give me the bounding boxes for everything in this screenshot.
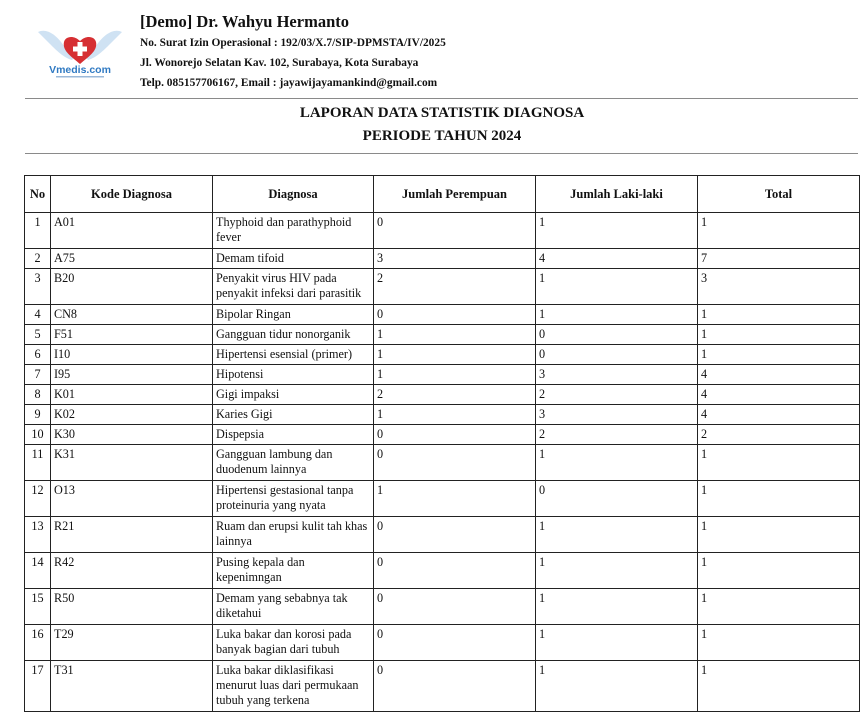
cell-diagnosa: Bipolar Ringan bbox=[213, 305, 374, 325]
table-row bbox=[25, 661, 860, 712]
table-row bbox=[25, 269, 860, 305]
heart-cross-hands-icon bbox=[36, 24, 124, 80]
cell-kode: CN8 bbox=[51, 305, 213, 325]
cell-no: 4 bbox=[25, 305, 51, 325]
cell-perempuan: 0 bbox=[374, 425, 536, 445]
table-row bbox=[25, 425, 860, 445]
cell-no: 3 bbox=[25, 269, 51, 305]
cell-kode: R42 bbox=[51, 553, 213, 589]
cell-total: 3 bbox=[698, 269, 860, 305]
cell-diagnosa: Hipotensi bbox=[213, 365, 374, 385]
cell-total: 1 bbox=[698, 589, 860, 625]
col-header-diagnosa: Diagnosa bbox=[213, 176, 374, 213]
col-header-perempuan: Jumlah Perempuan bbox=[374, 176, 536, 213]
cell-diagnosa: Gangguan tidur nonorganik bbox=[213, 325, 374, 345]
table-row bbox=[25, 445, 860, 481]
cell-laki: 3 bbox=[536, 365, 698, 385]
cell-diagnosa: Dispepsia bbox=[213, 425, 374, 445]
cell-perempuan: 1 bbox=[374, 481, 536, 517]
cell-kode: R21 bbox=[51, 517, 213, 553]
cell-kode: I10 bbox=[51, 345, 213, 365]
cell-diagnosa: Thyphoid dan parathyphoid fever bbox=[213, 213, 374, 249]
cell-total: 4 bbox=[698, 405, 860, 425]
header-divider-top bbox=[25, 98, 858, 99]
cell-diagnosa: Ruam dan erupsi kulit tah khas lainnya bbox=[213, 517, 374, 553]
table-row bbox=[25, 517, 860, 553]
vmedis-logo bbox=[36, 24, 124, 80]
cell-perempuan: 0 bbox=[374, 213, 536, 249]
logo-brand-text: Vmedis.com bbox=[49, 64, 111, 76]
cell-kode: O13 bbox=[51, 481, 213, 517]
cell-laki: 1 bbox=[536, 269, 698, 305]
clinic-address: Jl. Wonorejo Selatan Kav. 102, Surabaya, Kota Surabaya bbox=[140, 57, 419, 69]
cell-perempuan: 2 bbox=[374, 385, 536, 405]
operational-permit: No. Surat Izin Operasional : 192/03/X.7/SIP-DPMSTA/IV/2025 bbox=[140, 37, 446, 49]
table-row bbox=[25, 213, 860, 249]
table-row bbox=[25, 481, 860, 517]
cell-no: 7 bbox=[25, 365, 51, 385]
cell-laki: 0 bbox=[536, 345, 698, 365]
cell-no: 10 bbox=[25, 425, 51, 445]
table-row bbox=[25, 345, 860, 365]
cell-laki: 1 bbox=[536, 445, 698, 481]
cell-laki: 1 bbox=[536, 517, 698, 553]
header-divider-bottom bbox=[25, 153, 858, 154]
clinic-contact: Telp. 085157706167, Email : jayawijayamankind@gmail.com bbox=[140, 77, 438, 89]
cell-diagnosa: Demam yang sebabnya tak diketahui bbox=[213, 589, 374, 625]
cell-no: 12 bbox=[25, 481, 51, 517]
cell-perempuan: 3 bbox=[374, 249, 536, 269]
cell-no: 16 bbox=[25, 625, 51, 661]
cell-kode: R50 bbox=[51, 589, 213, 625]
col-header-kode: Kode Diagnosa bbox=[51, 176, 213, 213]
cell-total: 1 bbox=[698, 345, 860, 365]
cell-perempuan: 2 bbox=[374, 269, 536, 305]
cell-diagnosa: Gangguan lambung dan duodenum lainnya bbox=[213, 445, 374, 481]
cell-no: 1 bbox=[25, 213, 51, 249]
cell-no: 5 bbox=[25, 325, 51, 345]
cell-kode: K30 bbox=[51, 425, 213, 445]
cell-perempuan: 0 bbox=[374, 517, 536, 553]
cell-no: 8 bbox=[25, 385, 51, 405]
col-header-laki: Jumlah Laki-laki bbox=[536, 176, 698, 213]
cell-diagnosa: Gigi impaksi bbox=[213, 385, 374, 405]
cell-perempuan: 0 bbox=[374, 553, 536, 589]
cell-laki: 1 bbox=[536, 625, 698, 661]
cell-no: 15 bbox=[25, 589, 51, 625]
cell-perempuan: 0 bbox=[374, 305, 536, 325]
cell-laki: 1 bbox=[536, 213, 698, 249]
table-header-row bbox=[25, 176, 860, 213]
cell-laki: 0 bbox=[536, 325, 698, 345]
cell-no: 9 bbox=[25, 405, 51, 425]
report-title: LAPORAN DATA STATISTIK DIAGNOSA bbox=[299, 105, 585, 121]
table-row bbox=[25, 553, 860, 589]
cell-diagnosa: Hipertensi esensial (primer) bbox=[213, 345, 374, 365]
cell-total: 4 bbox=[698, 385, 860, 405]
cell-total: 1 bbox=[698, 213, 860, 249]
table-row bbox=[25, 325, 860, 345]
table-row bbox=[25, 365, 860, 385]
cell-no: 14 bbox=[25, 553, 51, 589]
cell-kode: K02 bbox=[51, 405, 213, 425]
cell-total: 1 bbox=[698, 305, 860, 325]
cell-no: 17 bbox=[25, 661, 51, 712]
cell-diagnosa: Luka bakar diklasifikasi menurut luas dari permukaan tubuh yang terkena bbox=[213, 661, 374, 712]
cell-laki: 2 bbox=[536, 385, 698, 405]
cell-no: 6 bbox=[25, 345, 51, 365]
cell-total: 1 bbox=[698, 553, 860, 589]
table-row bbox=[25, 385, 860, 405]
cell-diagnosa: Demam tifoid bbox=[213, 249, 374, 269]
cell-diagnosa: Karies Gigi bbox=[213, 405, 374, 425]
cell-kode: K31 bbox=[51, 445, 213, 481]
letterhead bbox=[0, 0, 864, 98]
cell-total: 4 bbox=[698, 365, 860, 385]
cell-total: 1 bbox=[698, 325, 860, 345]
cell-perempuan: 1 bbox=[374, 365, 536, 385]
cell-total: 1 bbox=[698, 481, 860, 517]
cell-no: 11 bbox=[25, 445, 51, 481]
cell-kode: F51 bbox=[51, 325, 213, 345]
diagnosis-table bbox=[24, 175, 860, 712]
cell-laki: 0 bbox=[536, 481, 698, 517]
table-body bbox=[25, 213, 860, 712]
report-period: PERIODE TAHUN 2024 bbox=[362, 128, 522, 144]
cell-total: 1 bbox=[698, 517, 860, 553]
table-row bbox=[25, 249, 860, 269]
cell-laki: 2 bbox=[536, 425, 698, 445]
cell-laki: 1 bbox=[536, 589, 698, 625]
cell-diagnosa: Hipertensi gestasional tanpa proteinuria yang nyata bbox=[213, 481, 374, 517]
table-row bbox=[25, 589, 860, 625]
cell-kode: A01 bbox=[51, 213, 213, 249]
cell-perempuan: 1 bbox=[374, 405, 536, 425]
cell-laki: 1 bbox=[536, 661, 698, 712]
cell-no: 13 bbox=[25, 517, 51, 553]
cell-kode: K01 bbox=[51, 385, 213, 405]
cell-kode: T29 bbox=[51, 625, 213, 661]
cell-laki: 1 bbox=[536, 553, 698, 589]
cell-kode: A75 bbox=[51, 249, 213, 269]
table-row bbox=[25, 625, 860, 661]
col-header-total: Total bbox=[698, 176, 860, 213]
col-header-no: No bbox=[25, 176, 51, 213]
cell-total: 7 bbox=[698, 249, 860, 269]
cell-laki: 4 bbox=[536, 249, 698, 269]
cell-perempuan: 0 bbox=[374, 589, 536, 625]
cell-diagnosa: Pusing kepala dan kepenimngan bbox=[213, 553, 374, 589]
cell-total: 1 bbox=[698, 445, 860, 481]
cell-total: 2 bbox=[698, 425, 860, 445]
cell-laki: 1 bbox=[536, 305, 698, 325]
cell-perempuan: 0 bbox=[374, 445, 536, 481]
table-row bbox=[25, 305, 860, 325]
cell-diagnosa: Luka bakar dan korosi pada banyak bagian dari tubuh bbox=[213, 625, 374, 661]
cell-diagnosa: Penyakit virus HIV pada penyakit infeksi dari parasitik bbox=[213, 269, 374, 305]
cell-perempuan: 0 bbox=[374, 625, 536, 661]
cell-perempuan: 0 bbox=[374, 661, 536, 712]
cell-kode: B20 bbox=[51, 269, 213, 305]
cell-total: 1 bbox=[698, 661, 860, 712]
cell-kode: I95 bbox=[51, 365, 213, 385]
table-row bbox=[25, 405, 860, 425]
cell-perempuan: 1 bbox=[374, 345, 536, 365]
cell-perempuan: 1 bbox=[374, 325, 536, 345]
cell-laki: 3 bbox=[536, 405, 698, 425]
clinic-name: [Demo] Dr. Wahyu Hermanto bbox=[140, 12, 349, 31]
cell-kode: T31 bbox=[51, 661, 213, 712]
cell-total: 1 bbox=[698, 625, 860, 661]
cell-no: 2 bbox=[25, 249, 51, 269]
